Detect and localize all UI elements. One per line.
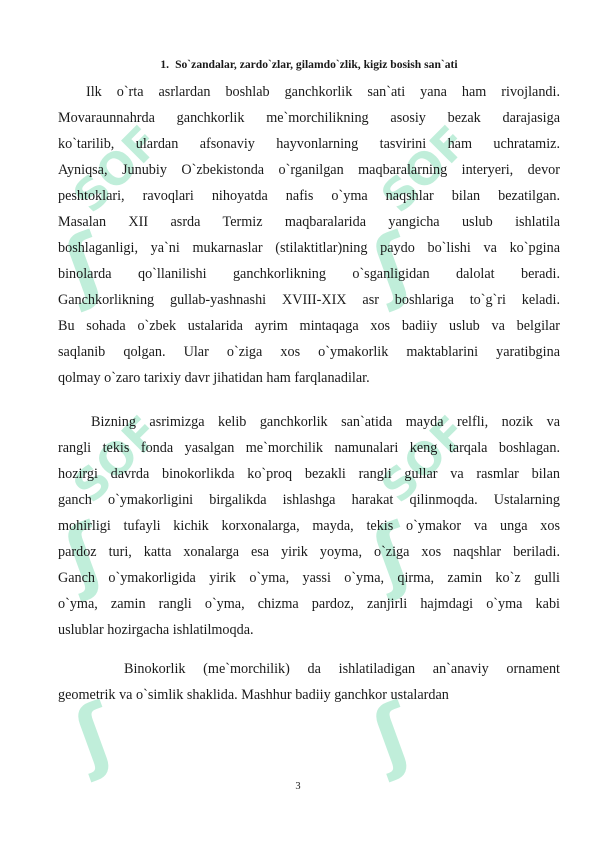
paragraph-2-line: Ganch o`ymakorligida yirik o`yma, yassi o`yma, qirma, zamin ko`z gulli [58,570,560,586]
paragraph-1-line: peshtoklari, ravoqlari nihoyatda nafis o`yma naqshlar bilan bezatilgan. [58,188,560,204]
watermark-logo-glyph: ʃ [63,687,125,784]
page-number: 3 [295,781,301,792]
paragraph-1-line: Ayniqsa, Junubiy O`zbekistonda o`rganilgan maqbaralarning interyeri, devor [58,162,560,178]
watermark-logo-glyph: ʃ [53,507,115,604]
paragraph-2-line: rangli tekis fonda yasalgan me`morchilik namunalari keng tarqala boshlagan. [58,440,560,456]
paragraph-2-line: o`yma, zamin rangli o`yma, chizma pardoz, zanjirli hajmdagi o`yma kabi [58,596,560,612]
paragraph-2-line: uslublar hozirgacha ishlatilmoqda. [58,622,254,638]
paragraph-1-line: Ilk o`rta asrlardan boshlab ganchkorlik san`ati yana ham rivojlandi. [86,84,560,100]
paragraph-1-line: binolarda qo`llanilishi ganchkorlikning o`sganligidan dalolat beradi. [58,266,560,282]
watermark-text: SOF [371,406,478,513]
paragraph-2-line: hozirgi davrda binokorlikda ko`proq bezakli rangli gullar va rasmlar bilan [58,466,560,482]
paragraph-2-line: pardoz turi, katta xonalarga esa yirik yoyma, o`ziga xos naqshlar beriladi. [58,544,560,560]
paragraph-1-line: boshlaganligi, ya`ni mukarnaslar (stilaktitlar)ning paydo bo`lishi va ko`pgina [58,240,560,256]
watermark-text: SOF [371,116,478,223]
paragraph-1-line: Ganchkorlikning gullab-yashnashi XVIII-XIX asr boshlariga to`g`ri keladi. [58,292,560,308]
paragraph-1-line: Bu sohada o`zbek ustalarida ayrim mintaqaga xos badiiy uslub va belgilar [58,318,560,334]
paragraph-3-line: geometrik va o`simlik shaklida. Mashhur badiiy ganchkor ustalardan [58,687,449,703]
watermark-logo-glyph: ʃ [361,217,423,314]
paragraph-2-line: Bizning asrimizga kelib ganchkorlik san`atida mayda relfli, nozik va [91,414,560,430]
paragraph-2-line: ganch o`ymakorligini birgalikda ishlashga harakat qilinmoqda. Ustalarning [58,492,560,508]
paragraph-3-line: Binokorlik (me`morchilik) da ishlatiladigan an`anaviy ornament [124,661,560,677]
section-heading [58,57,560,73]
watermark-logo-glyph: ʃ [361,687,423,784]
watermark-text: SOF [63,406,170,513]
watermark-text: SOF [63,116,170,223]
watermark-logo-glyph: ʃ [53,217,115,314]
paragraph-1-line: Masalan XII asrda Termiz maqbaralarida yangicha uslub ishlatila [58,214,560,230]
section-number: 1. [160,58,170,71]
watermark-logo-glyph: ʃ [361,507,423,604]
paragraph-1-line: qolmay o`zaro tarixiy davr jihatidan ham farqlanadilar. [58,370,370,386]
paragraph-1-line: ko`tarilib, ulardan afsonaviy hayvonlarning tasvirini ham uchratamiz. [58,136,560,152]
section-title: So`zandalar, zardo`zlar, gilamdo`zlik, kigiz bosish san`ati [175,58,458,71]
paragraph-1-line: saqlanib qolgan. Ular o`ziga xos o`ymakorlik maktablarini yaratibgina [58,344,560,360]
paragraph-2-line: mohirligi tufayli kichik korxonalarga, mayda, tekis o`ymakor va unga xos [58,518,560,534]
paragraph-1-line: Movaraunnahrda ganchkorlik me`morchilikning asosiy bezak darajasiga [58,110,560,126]
